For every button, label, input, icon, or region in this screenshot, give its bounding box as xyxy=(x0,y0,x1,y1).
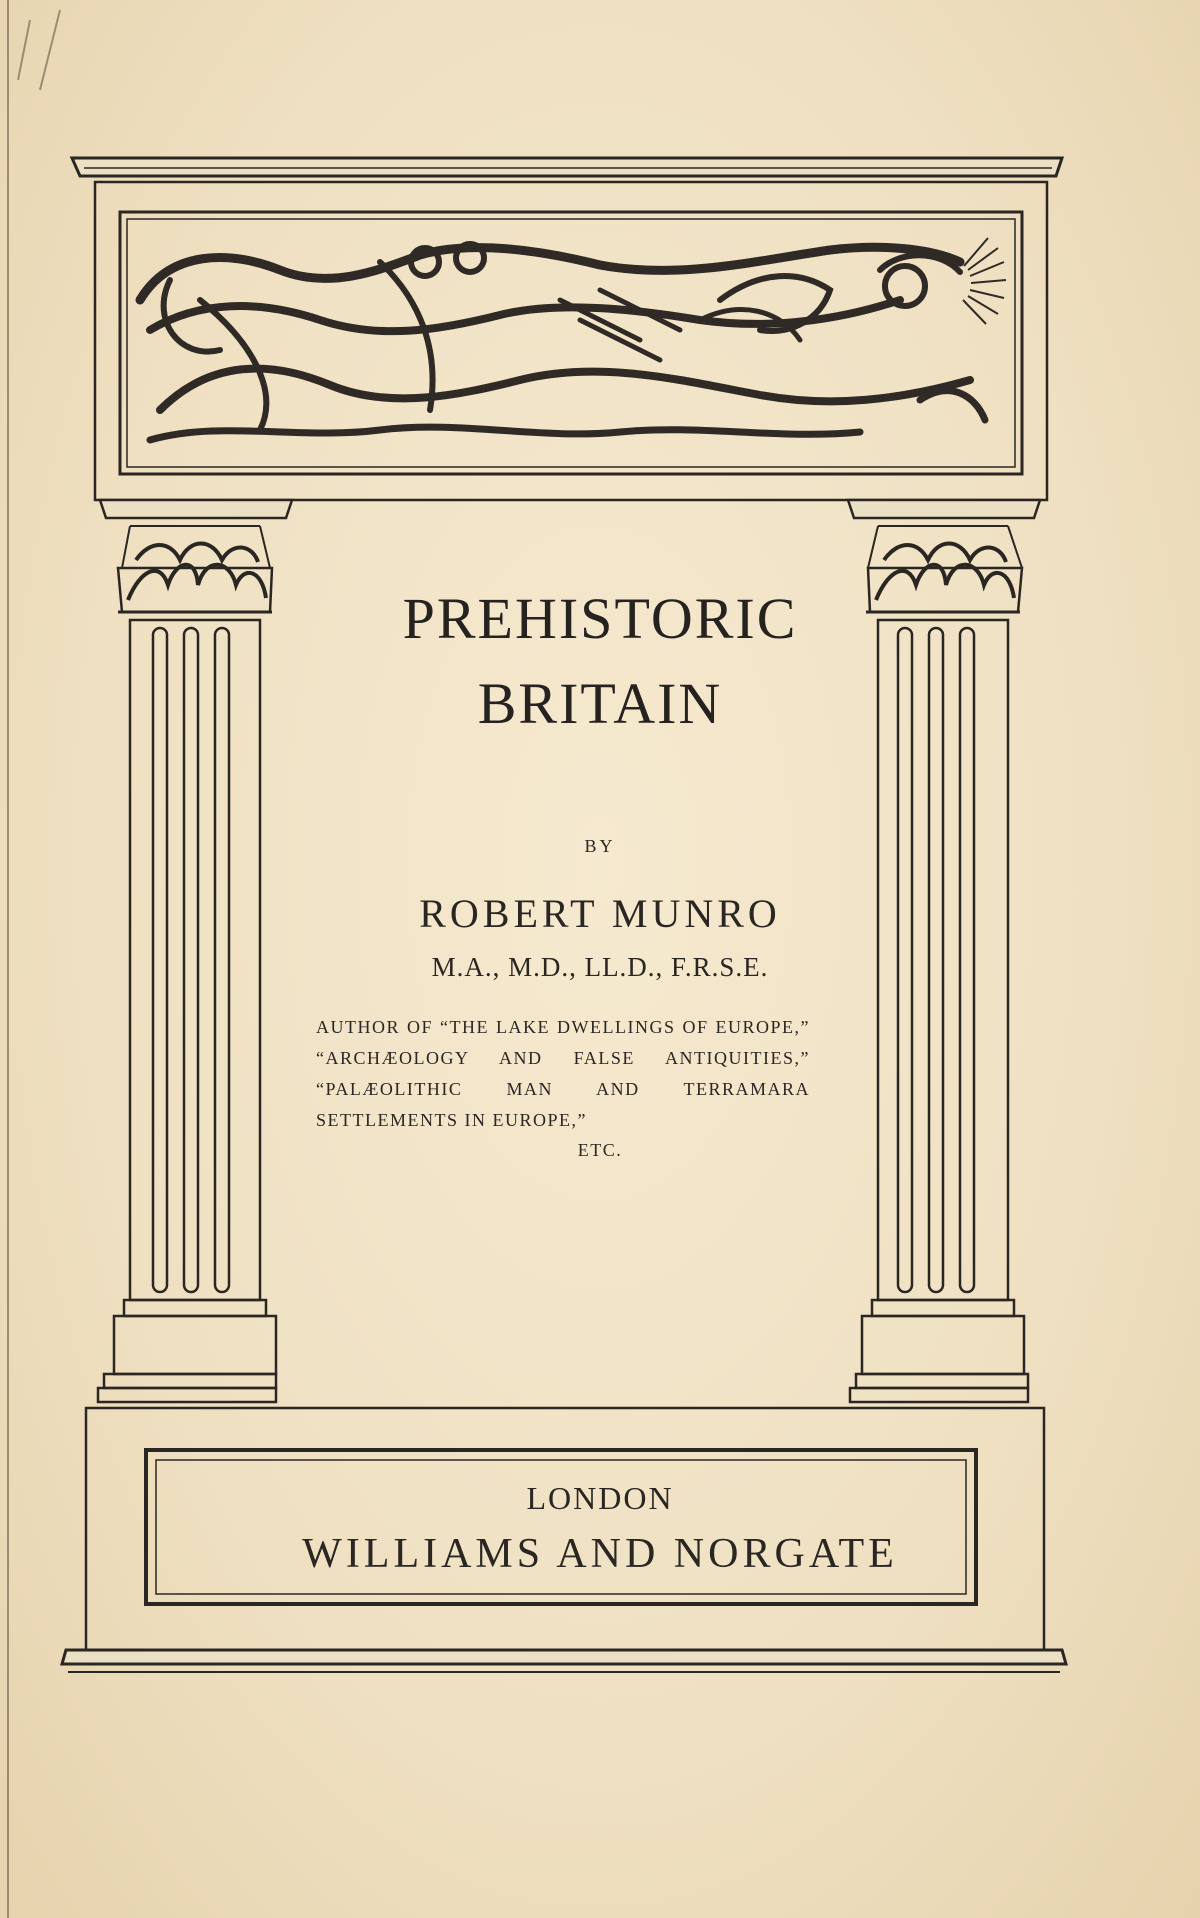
publication-place: LONDON xyxy=(526,1480,674,1516)
title-line-1: PREHISTORIC xyxy=(402,586,798,651)
other-works: AUTHOR OF “THE LAKE DWELLINGS OF EUROPE,” “ARCHÆOLOGY AND FALSE ANTIQUITIES,” “PALÆOLITHIC MAN AND TERRAMARA SETTLEMENTS IN EUROPE,” xyxy=(316,1017,810,1130)
author-degrees: M.A., M.D., LL.D., F.R.S.E. xyxy=(431,952,769,982)
etc-text: ETC. xyxy=(577,1140,623,1160)
author-name: ROBERT MUNRO xyxy=(419,891,781,936)
frieze-illustration xyxy=(140,244,985,440)
publisher-name: WILLIAMS AND NORGATE xyxy=(302,1531,898,1577)
title-line-2: BRITAIN xyxy=(477,671,723,736)
by-line: BY xyxy=(584,836,616,856)
sun-rays xyxy=(963,238,1006,324)
